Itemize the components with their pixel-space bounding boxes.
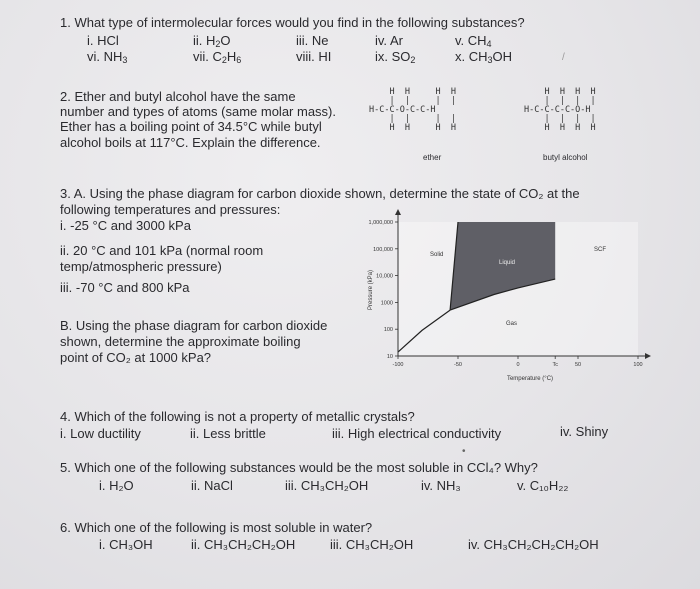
y-tick-label: 1,000,000 — [368, 220, 393, 226]
butyl-alcohol-structure: H H H H | | | | H-C-C-C-C-O-H | | | | H H H H — [524, 87, 596, 133]
q6-option-c: iii. CH₃CH₂OH — [330, 537, 414, 552]
x-tick-label: -100 — [392, 362, 404, 368]
q1-option-4: iv. Ar — [375, 33, 403, 48]
y-tick-label: 10,000 — [376, 273, 393, 280]
q3-line-2: following temperatures and pressures: — [60, 202, 281, 217]
y-tick-label: 100,000 — [373, 246, 393, 253]
q3b-line-3: point of CO₂ at 1000 kPa? — [60, 350, 212, 365]
q4-option-d: iv. Shiny — [560, 424, 609, 439]
q1-option-5: v. $CH_4$ — [455, 33, 492, 49]
x-tick-label: -50 — [454, 362, 462, 368]
y-axis-label: Pressure (kPa) — [368, 269, 374, 311]
q1-option-1: i. HCl — [87, 33, 119, 48]
q1-option-6: vi. $NH_3$ — [87, 49, 128, 65]
q1-option-8: viii. HI — [296, 49, 332, 64]
q4-option-b: ii. Less brittle — [190, 426, 266, 441]
butyl-alcohol-label: butyl alcohol — [543, 153, 588, 162]
x-tick-label: Tc — [552, 362, 558, 368]
y-tick-label: 10 — [386, 354, 393, 360]
q6-option-d: iv. CH₃CH₂CH₂CH₂OH — [468, 537, 599, 552]
scf-label: SCF — [594, 247, 606, 253]
q2-line-4: alcohol boils at 117°C. Explain the difference. — [60, 135, 321, 150]
q4-option-c: iii. High electrical conductivity — [332, 426, 502, 441]
q5-option-e: v. C₁₀H₂₂ — [517, 478, 569, 493]
liquid-label: Liquid — [499, 260, 516, 266]
q3-line-1: 3. A. Using the phase diagram for carbon dioxide shown, determine the state of CO₂ at the — [60, 186, 580, 201]
solid-label: Solid — [430, 252, 444, 258]
q1-option-2: ii. $H_2O$ — [193, 33, 231, 49]
x-tick-label: 100 — [633, 362, 643, 368]
q3b-line-1: B. Using the phase diagram for carbon dioxide — [60, 318, 328, 333]
q3-item-i: i. -25 °C and 3000 kPa — [60, 218, 191, 233]
q3b-line-2: shown, determine the approximate boiling — [60, 334, 301, 349]
q5-option-b: ii. NaCl — [191, 478, 233, 493]
x-axis-label: Temperature (°C) — [506, 376, 554, 382]
q6-option-a: i. CH₃OH — [99, 537, 153, 552]
q1-prompt: 1. What type of intermolecular forces would you find in the following substances? — [60, 15, 525, 30]
q1-option-9: ix. $SO_2$ — [375, 49, 416, 65]
pen-mark: / — [562, 52, 565, 63]
q6-option-b: ii. CH₃CH₂CH₂OH — [191, 537, 296, 552]
q4-option-a: i. Low ductility — [60, 426, 141, 441]
q1-option-7: vii. $C_2H_6$ — [193, 49, 242, 65]
q2-line-3: Ether has a boiling point of 34.5°C while butyl — [60, 119, 322, 134]
q2-line-2: number and types of atoms (same molar mass). — [60, 104, 336, 119]
x-tick-label: 50 — [574, 362, 582, 368]
q5-option-a: i. H₂O — [99, 478, 134, 493]
gas-label: Gas — [506, 321, 518, 327]
q3-item-iii: iii. -70 °C and 800 kPa — [60, 280, 190, 295]
q1-option-3: iii. Ne — [296, 33, 329, 48]
ether-structure: H H H H | | | | H-C-C-O-C-C-H | | | | H H H H — [369, 87, 456, 133]
q6-prompt: 6. Which one of the following is most soluble in water? — [60, 520, 373, 535]
q3-item-ii-a: ii. 20 °C and 101 kPa (normal room — [60, 243, 264, 258]
q5-option-c: iii. CH₃CH₂OH — [285, 478, 369, 493]
q3-item-ii-b: temp/atmospheric pressure) — [60, 259, 222, 274]
pen-mark-2: • — [462, 446, 466, 457]
y-tick-label: 1000 — [380, 300, 393, 307]
q5-prompt: 5. Which one of the following substances would be the most soluble in CCl₄? Why? — [60, 460, 538, 475]
q2-line-1: 2. Ether and butyl alcohol have the same — [60, 89, 296, 104]
q5-option-d: iv. NH₃ — [421, 478, 461, 493]
x-tick-label: 0 — [516, 362, 520, 368]
q1-option-10: x. $CH_3OH$ — [455, 49, 513, 65]
ether-label: ether — [423, 153, 442, 162]
y-tick-label: 100 — [383, 327, 393, 334]
q4-prompt: 4. Which of the following is not a property of metallic crystals? — [60, 409, 415, 424]
